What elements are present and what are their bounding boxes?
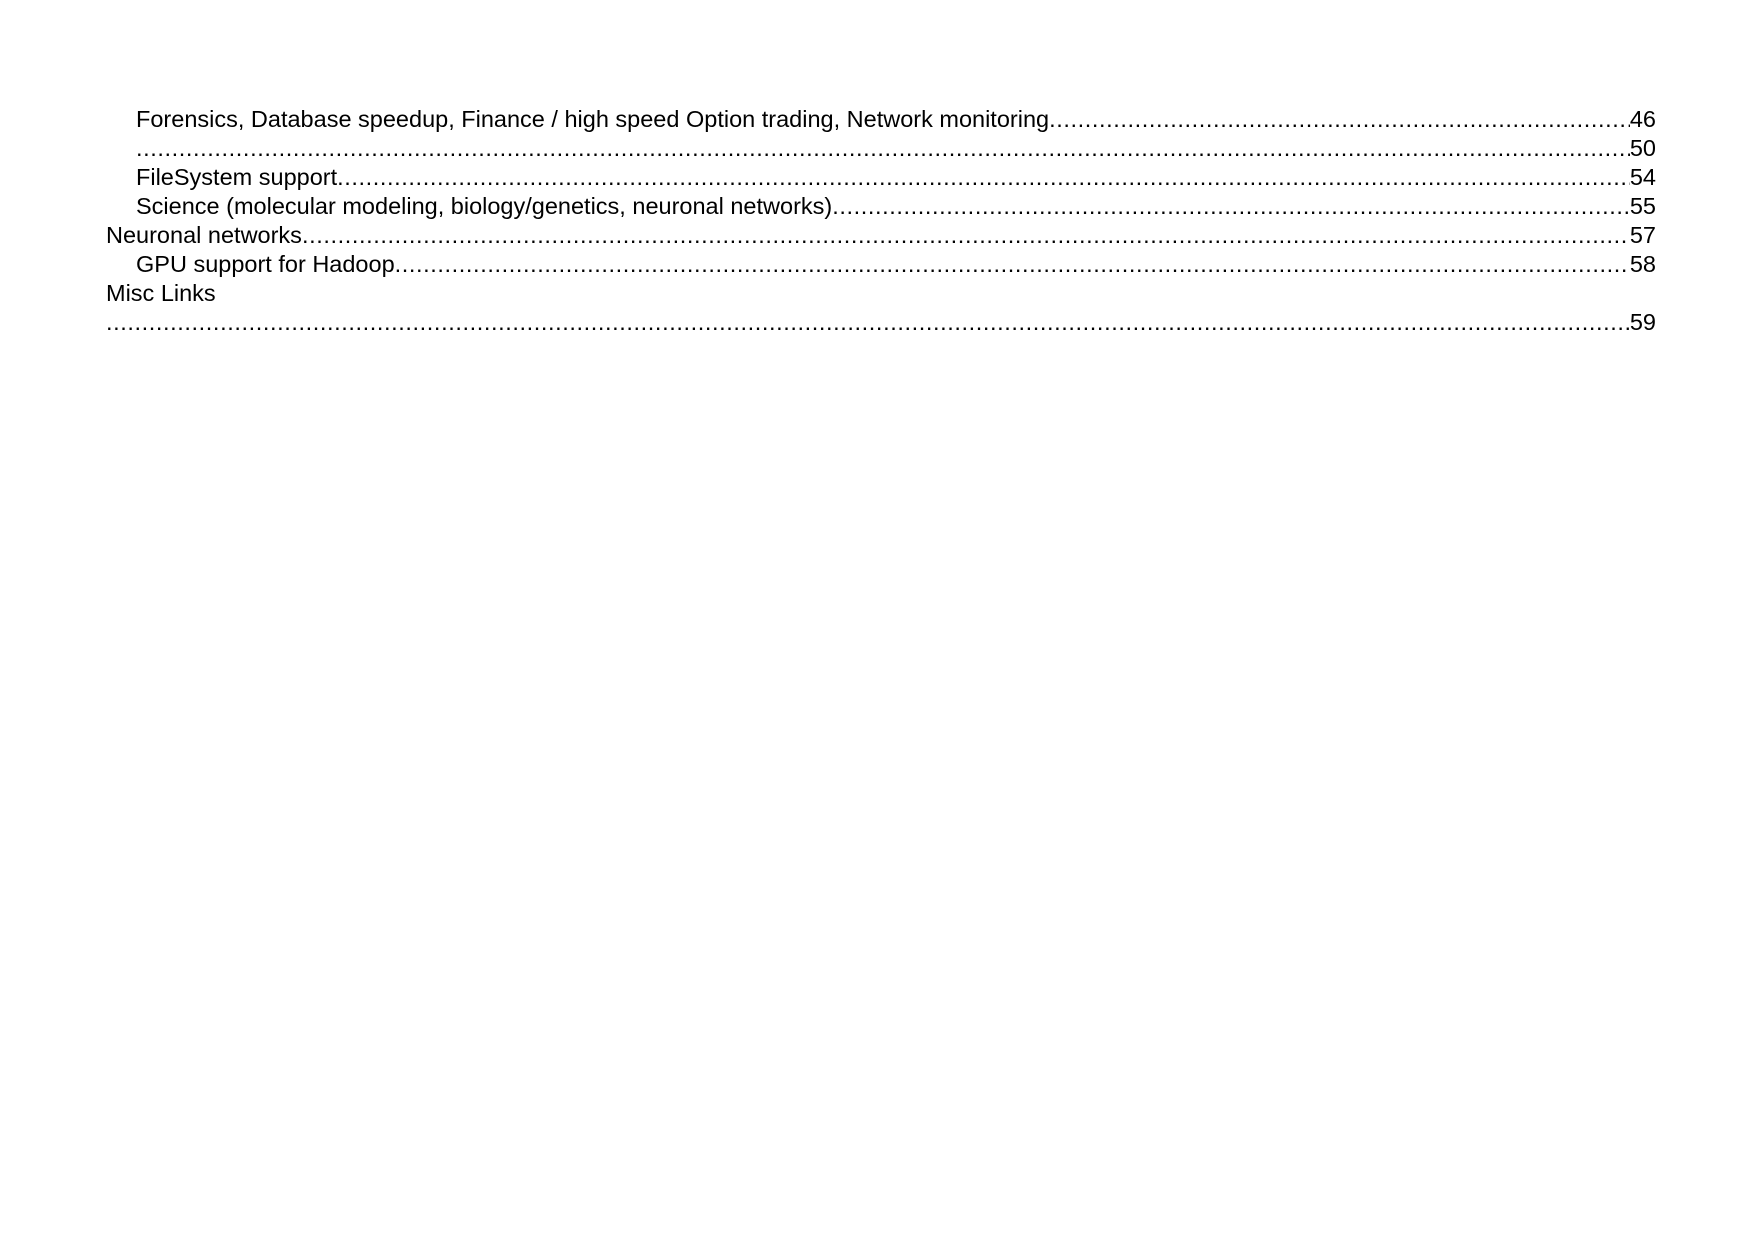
- toc-entry-title: Science (molecular modeling, biology/genetics, neuronal networks): [136, 193, 833, 219]
- toc-entry-title: GPU support for Hadoop: [136, 251, 395, 277]
- toc-entry-gpu-hadoop[interactable]: [106, 250, 1656, 279]
- toc-entry-untitled[interactable]: [106, 134, 1656, 163]
- toc-entry-misc-links[interactable]: [106, 308, 1656, 337]
- toc-entry-filesystem-support[interactable]: [106, 163, 1656, 192]
- toc-entry-page-number: 54: [1629, 164, 1656, 190]
- toc-entry-page-number: 57: [1629, 222, 1656, 248]
- dot-leader: [395, 250, 1630, 279]
- toc-entry-title: Forensics, Database speedup, Finance / high speed Option trading, Network monitoring: [136, 106, 1050, 132]
- toc-entry-page-number: 50: [1629, 135, 1656, 161]
- toc-entry-science[interactable]: [106, 192, 1656, 221]
- toc-entry-forensics[interactable]: [106, 105, 1656, 134]
- table-of-contents: [106, 105, 1656, 337]
- toc-entry-page-number: 59: [1629, 309, 1656, 335]
- toc-entry-page-number: 58: [1629, 251, 1656, 277]
- dot-leader: [337, 163, 1630, 192]
- toc-entry-page-number: 55: [1629, 193, 1656, 219]
- toc-entry-title: Misc Links: [106, 280, 216, 306]
- toc-entry-title: Neuronal networks: [106, 222, 302, 248]
- dot-leader: [1049, 105, 1630, 134]
- dot-leader: [302, 221, 1630, 250]
- dot-leader: [136, 134, 1630, 163]
- toc-entry-page-number: 46: [1629, 106, 1656, 132]
- toc-entry-title: FileSystem support: [136, 164, 338, 190]
- dot-leader: [832, 192, 1630, 221]
- dot-leader: [106, 308, 1630, 337]
- toc-entry-neuronal-networks[interactable]: [106, 221, 1656, 250]
- toc-entry-misc-links-title[interactable]: [106, 279, 1656, 308]
